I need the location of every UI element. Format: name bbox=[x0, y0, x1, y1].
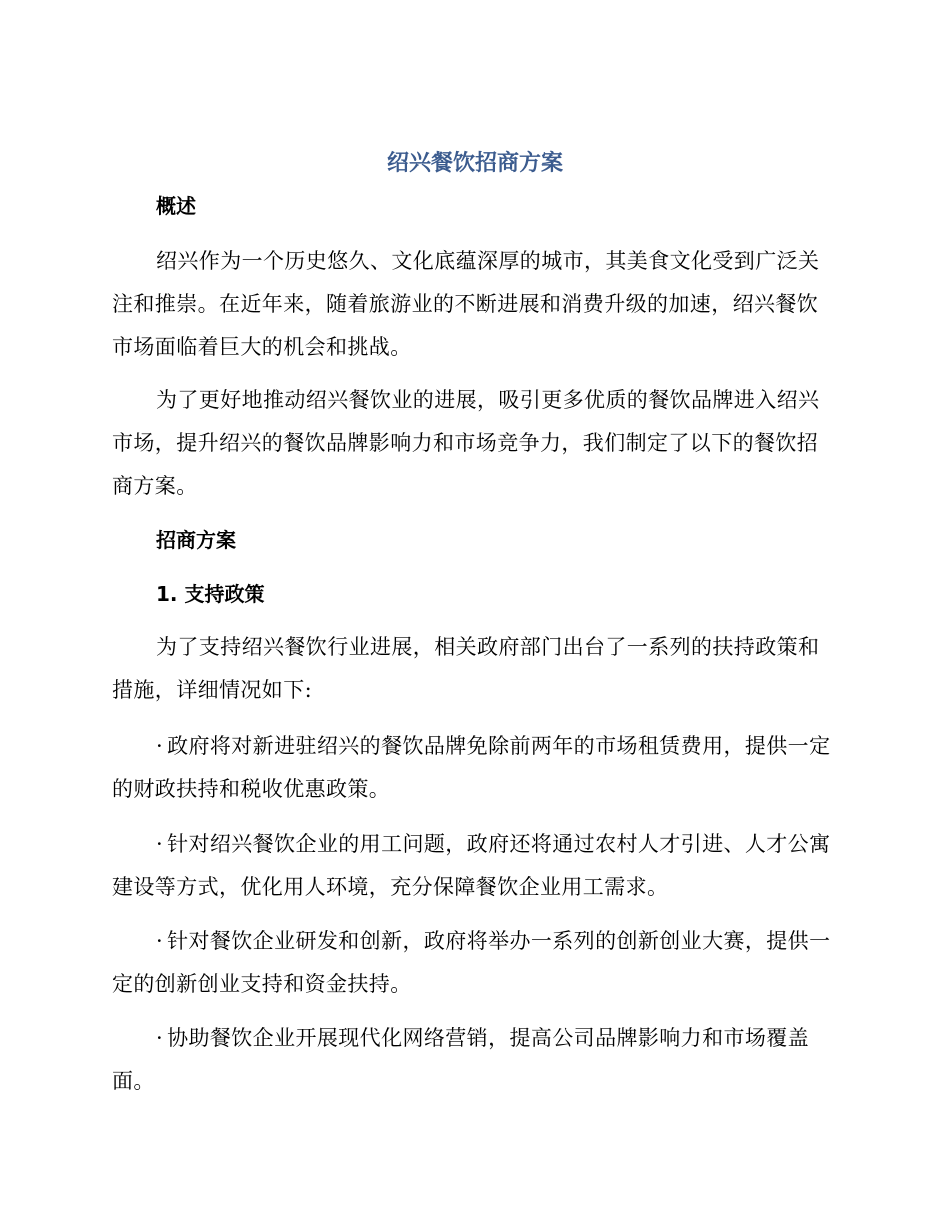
document-title: 绍兴餐饮招商方案 bbox=[386, 151, 563, 176]
bullet-marker: · bbox=[156, 734, 164, 758]
overview-paragraph-2: 为了更好地推动绍兴餐饮业的进展，吸引更多优质的餐饮品牌进入绍兴市场，提升绍兴的餐饮品牌影响力和市场竞争力，我们制定了以下的餐饮招商方案。 bbox=[112, 388, 820, 498]
bullet-marker: · bbox=[156, 832, 164, 856]
bullet-marker: · bbox=[156, 929, 164, 953]
policy-bullet-1 bbox=[112, 725, 832, 811]
policy-bullet-4 bbox=[112, 1017, 832, 1103]
bullet-text: 政府将对新进驻绍兴的餐饮品牌免除前两年的市场租赁费用，提供一定的财政扶持和税收优惠政策。 bbox=[112, 734, 831, 801]
section-heading-policy: 1. 支持政策 bbox=[156, 582, 265, 606]
section-heading-plan: 招商方案 bbox=[156, 528, 236, 552]
bullet-text: 针对绍兴餐饮企业的用工问题，政府还将通过农村人才引进、人才公寓建设等方式，优化用人环境，充分保障餐饮企业用工需求。 bbox=[112, 832, 831, 899]
overview-paragraph-1: 绍兴作为一个历史悠久、文化底蕴深厚的城市，其美食文化受到广泛关注和推崇。在近年来，随着旅游业的不断进展和消费升级的加速，绍兴餐饮市场面临着巨大的机会和挑战。 bbox=[112, 249, 820, 359]
bullet-marker: · bbox=[156, 1026, 164, 1050]
policy-bullet-2 bbox=[112, 823, 832, 909]
section-heading-overview: 概述 bbox=[156, 194, 196, 218]
bullet-text: 针对餐饮企业研发和创新，政府将举办一系列的创新创业大赛，提供一定的创新创业支持和资金扶持。 bbox=[112, 929, 831, 996]
policy-intro-paragraph: 为了支持绍兴餐饮行业进展，相关政府部门出台了一系列的扶持政策和措施，详细情况如下: bbox=[112, 635, 820, 702]
bullet-text: 协助餐饮企业开展现代化网络营销，提高公司品牌影响力和市场覆盖面。 bbox=[112, 1026, 810, 1093]
policy-bullet-3 bbox=[112, 920, 832, 1006]
